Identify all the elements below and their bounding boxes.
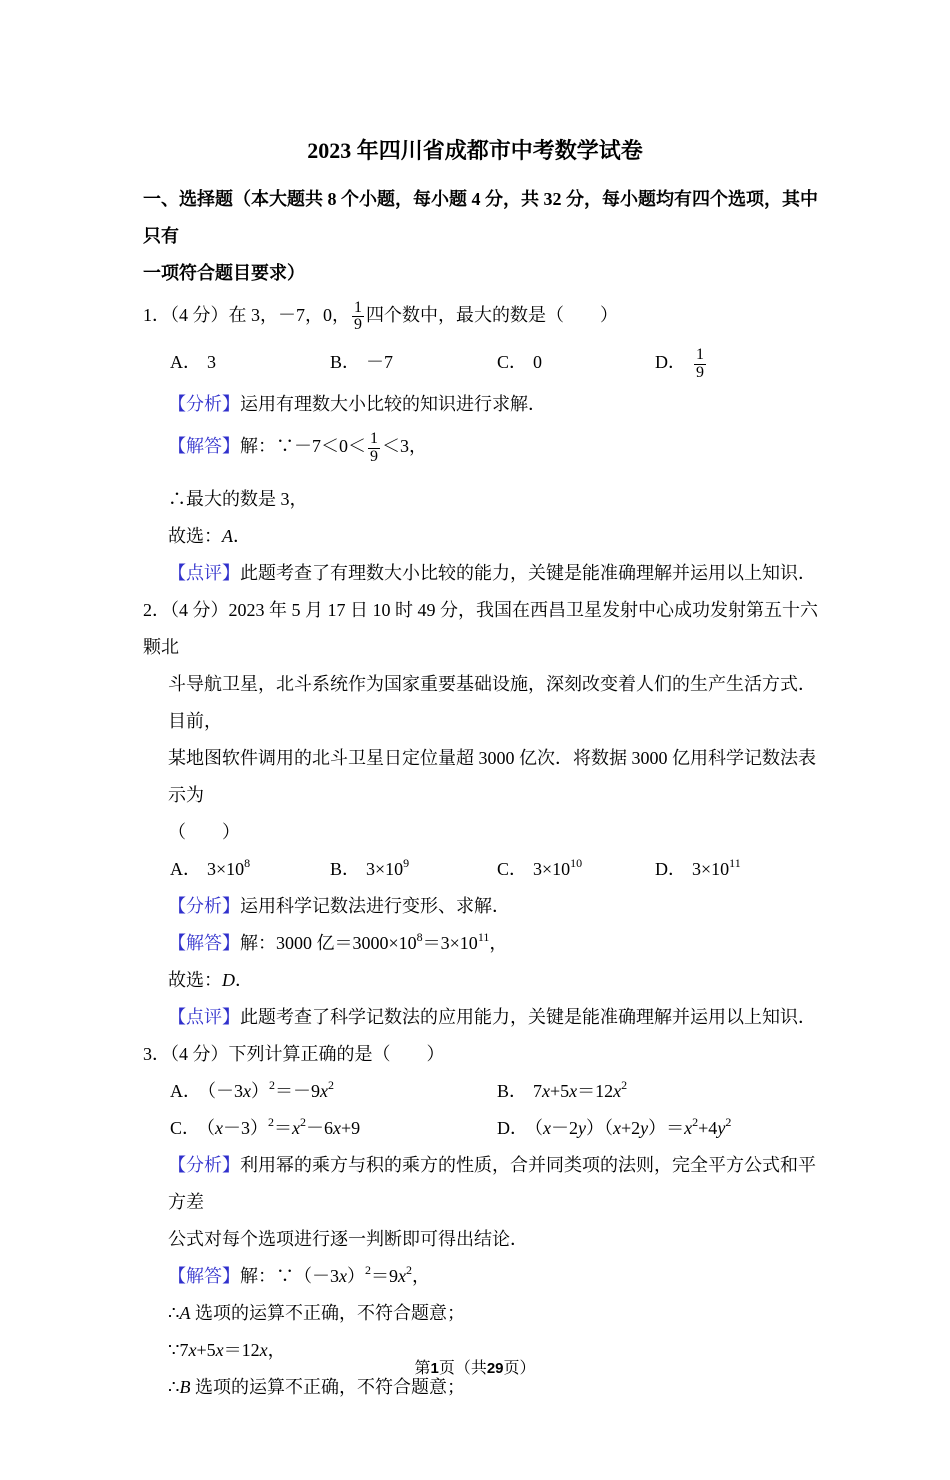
q3-analysis-line-2: 公式对每个选项进行逐一判断即可得出结论． bbox=[168, 1228, 528, 1249]
page-footer bbox=[0, 1358, 950, 1380]
q2-analysis-label: 【分析】 bbox=[168, 895, 240, 916]
q1-analysis-text: 运用有理数大小比较的知识进行求解． bbox=[240, 394, 546, 415]
q2-analysis-line bbox=[143, 888, 833, 925]
q2-comment-line bbox=[143, 999, 833, 1036]
q2-answer-label: 【解答】 bbox=[168, 932, 240, 953]
q3-option-b-label: B． bbox=[497, 1080, 528, 1101]
q3-answer-label: 【解答】 bbox=[168, 1265, 240, 1286]
q2-option-c bbox=[497, 851, 655, 888]
q3-option-c-value: $(x-3)^2=x^2-6x+9$ bbox=[206, 1114, 361, 1138]
footer-total-pages: 29 bbox=[486, 1360, 504, 1377]
q2-option-b-label: B． bbox=[330, 858, 361, 879]
q1-option-b-label: B． bbox=[330, 352, 361, 373]
q3-option-a bbox=[170, 1073, 497, 1110]
footer-pre: 第 bbox=[414, 1360, 431, 1377]
page-content bbox=[143, 181, 833, 1406]
q2-option-d-label: D． bbox=[655, 858, 686, 879]
q1-answer-text: 解：∵－7＜0＜ $\frac{1}{9}$ ＜3， bbox=[240, 429, 427, 465]
question-1-options bbox=[143, 339, 833, 386]
q3-answer-line bbox=[143, 1258, 833, 1295]
q1-option-c-label: C． bbox=[497, 352, 528, 373]
q3-option-a-label: A． bbox=[170, 1080, 201, 1101]
q1-analysis-line bbox=[143, 386, 833, 423]
q1-answer-line bbox=[143, 423, 833, 470]
q1-conclusion-line: ∴最大的数是 3， bbox=[168, 488, 308, 509]
q1-answer-label: 【解答】 bbox=[168, 436, 240, 457]
q2-answer-line bbox=[143, 925, 833, 962]
q3-analysis-text-1: 利用幂的乘方与积的乘方的性质，合并同类项的法则，完全平方公式和平方差 bbox=[168, 1154, 816, 1212]
q3-because-line: ∵7x+5x＝12x， bbox=[168, 1339, 286, 1360]
q3-option-b bbox=[497, 1073, 833, 1110]
q2-choice-line: 故选：D． bbox=[168, 969, 253, 990]
q3-conclusion-b-line: ∴B 选项的运算不正确，不符合题意； bbox=[168, 1376, 465, 1397]
q3-answer-text: 解：$\because(-3x)^2=9x^2$， bbox=[240, 1262, 430, 1286]
q1-option-b bbox=[330, 344, 497, 381]
question-3-options-row-2 bbox=[143, 1110, 833, 1147]
q2-option-a bbox=[170, 851, 330, 888]
q1-option-c-value: 0 bbox=[533, 352, 543, 373]
q2-comment-label: 【点评】 bbox=[168, 1006, 240, 1027]
q1-option-d bbox=[655, 344, 833, 381]
q3-conclusion-a-line: ∴A 选项的运算不正确，不符合题意； bbox=[168, 1302, 465, 1323]
q1-option-a bbox=[170, 344, 330, 381]
q1-option-d-value: $\frac{1}{9}$ bbox=[696, 345, 704, 381]
question-3-stem: 3．（4 分）下列计算正确的是（ ） bbox=[143, 1043, 445, 1064]
q2-option-a-label: A． bbox=[170, 858, 201, 879]
question-1-stem: 1．（4 分）在 3，－7，0， $\frac{1}{9}$ 四个数中，最大的数是（ ） bbox=[143, 298, 618, 334]
q3-analysis-label: 【分析】 bbox=[168, 1154, 240, 1175]
question-2-stem-line-4: （ ） bbox=[168, 821, 240, 842]
q1-analysis-label: 【分析】 bbox=[168, 394, 240, 415]
q3-option-d-label: D． bbox=[497, 1117, 528, 1138]
q1-option-c bbox=[497, 344, 655, 381]
question-2-stem-line-2: 斗导航卫星，北斗系统作为国家重要基础设施，深刻改变着人们的生产生活方式．目前， bbox=[168, 673, 816, 731]
q2-option-c-label: C． bbox=[497, 858, 528, 879]
q1-option-a-label: A． bbox=[170, 352, 201, 373]
q3-option-c bbox=[170, 1110, 497, 1147]
q2-option-b-value: $3\times 10^9$ bbox=[366, 855, 410, 879]
q2-option-b bbox=[330, 851, 497, 888]
page-title: 2023 年四川省成都市中考数学试卷 bbox=[307, 138, 643, 163]
q1-option-b-value: －7 bbox=[366, 352, 394, 373]
q3-option-d bbox=[497, 1110, 833, 1147]
q1-option-d-label: D． bbox=[655, 352, 686, 373]
q2-answer-text: 解：3000 亿$=3000\times 10^8=3\times 10^{11}$， bbox=[240, 929, 508, 953]
q1-choice-line: 故选：A． bbox=[168, 525, 251, 546]
q3-option-c-label: C． bbox=[170, 1117, 201, 1138]
q3-analysis-line-1 bbox=[143, 1147, 833, 1221]
q2-analysis-text: 运用科学记数法进行变形、求解． bbox=[240, 895, 510, 916]
q3-option-a-value: $(-3x)^2=-9x^2$ bbox=[207, 1077, 334, 1101]
q3-option-d-value: $(x-2y)(x+2y)=x^2+4y^2$ bbox=[534, 1114, 732, 1138]
section-heading-line-1: 一、选择题（本大题共 8 个小题，每小题 4 分，共 32 分，每小题均有四个选项，其中只有 bbox=[143, 189, 818, 246]
q2-option-a-value: $3\times 10^8$ bbox=[207, 855, 251, 879]
footer-suf: 页） bbox=[503, 1360, 536, 1377]
footer-page-number: 1 bbox=[430, 1360, 439, 1377]
section-heading-line-2: 一项符合题目要求） bbox=[143, 263, 305, 283]
q1-option-a-value: 3 bbox=[207, 352, 216, 373]
question-2-options bbox=[143, 851, 833, 888]
q1-comment-label: 【点评】 bbox=[168, 562, 240, 583]
q3-option-b-value: $7x+5x=12x^2$ bbox=[533, 1077, 628, 1101]
question-2-stem-line-1: 2．（4 分）2023 年 5 月 17 日 10 时 49 分，我国在西昌卫星发射中心成功发射第五十六颗北 bbox=[143, 599, 818, 657]
q2-option-c-value: $3\times 10^{10}$ bbox=[533, 855, 583, 879]
q2-option-d bbox=[655, 851, 833, 888]
q2-option-d-value: $3\times 10^{11}$ bbox=[692, 855, 741, 879]
question-3-options-row-1 bbox=[143, 1073, 833, 1110]
q1-comment-line bbox=[143, 555, 833, 592]
exam-document-page bbox=[0, 136, 950, 1480]
q2-comment-text: 此题考查了科学记数法的应用能力，关键是能准确理解并运用以上知识． bbox=[240, 1006, 816, 1027]
question-2-stem-line-3: 某地图软件调用的北斗卫星日定位量超 3000 亿次．将数据 3000 亿用科学记数法表示为 bbox=[168, 747, 816, 805]
footer-mid: 页（共 bbox=[438, 1360, 487, 1377]
q1-comment-text: 此题考查了有理数大小比较的能力，关键是能准确理解并运用以上知识． bbox=[240, 562, 816, 583]
